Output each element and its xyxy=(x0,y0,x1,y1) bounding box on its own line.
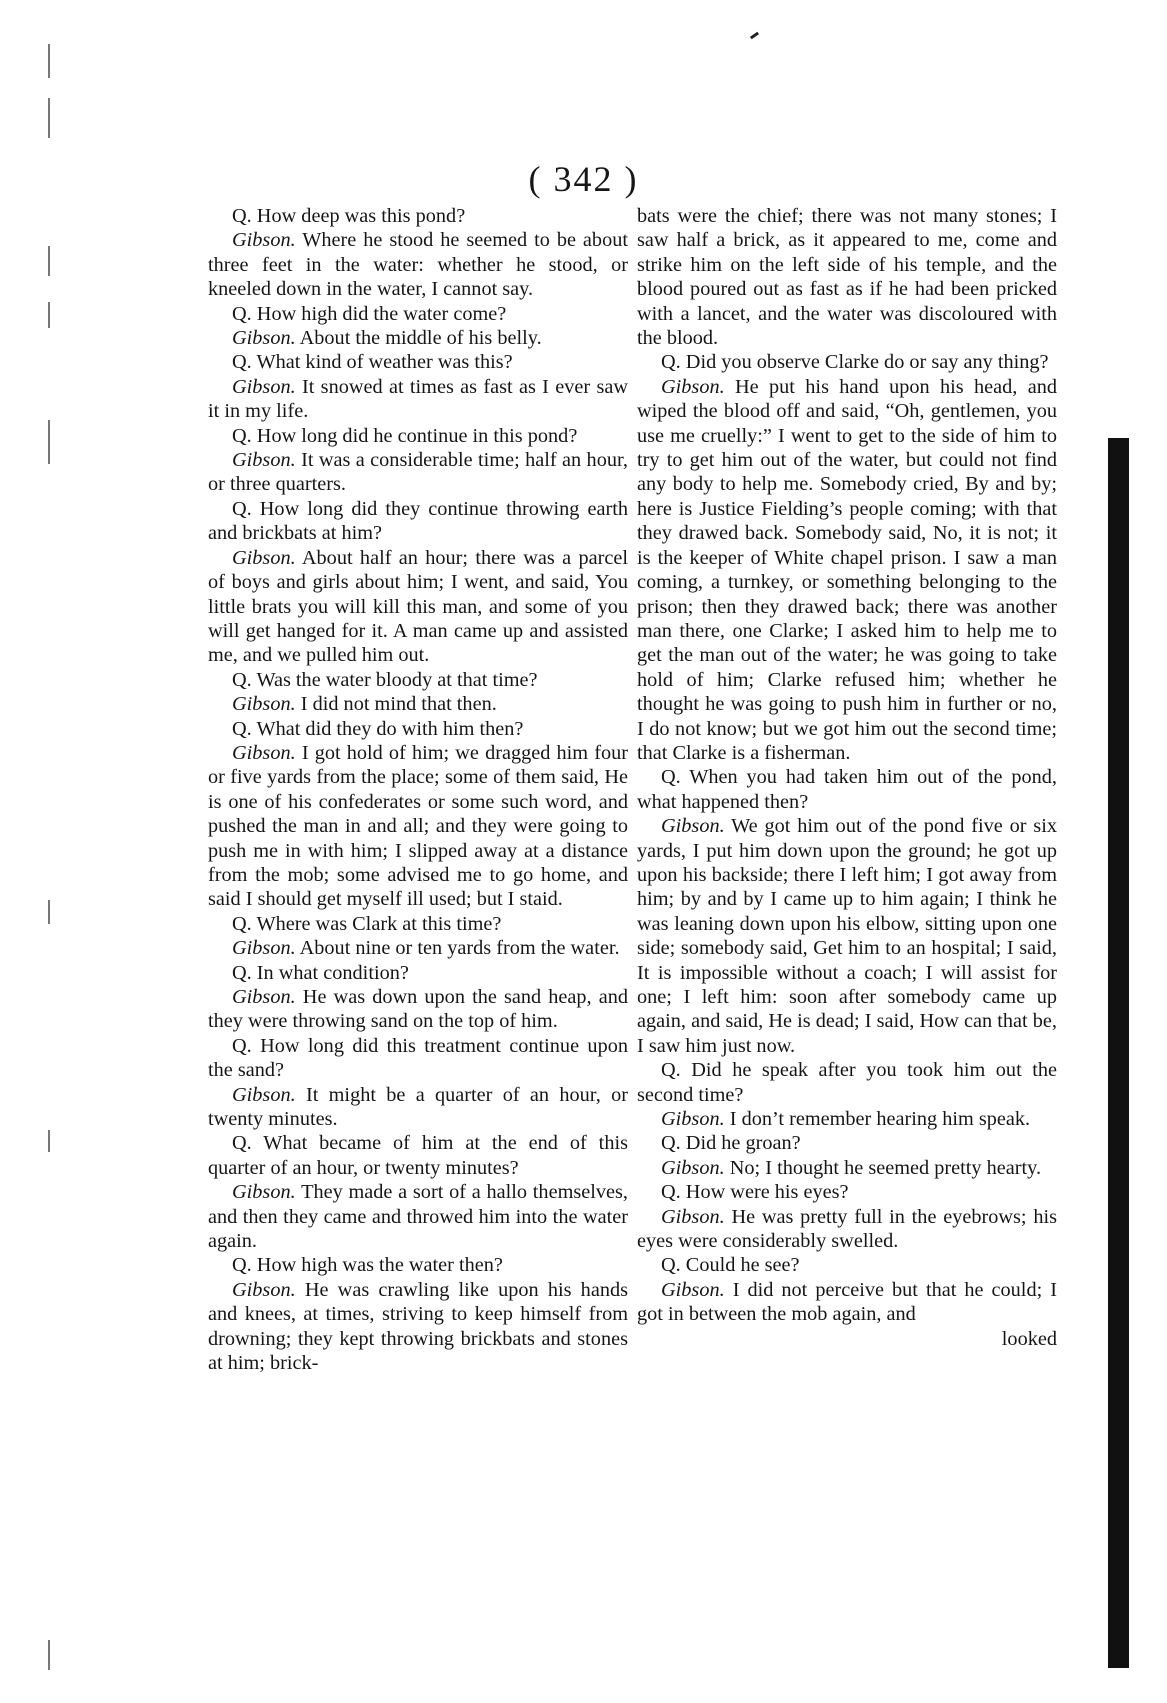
testimony-paragraph xyxy=(208,1253,628,1277)
witness-name: Gibson. xyxy=(232,546,296,569)
testimony-text: About nine or ten yards from the water. xyxy=(299,937,620,960)
testimony-text: How high did the water come? xyxy=(256,302,507,325)
testimony-paragraph xyxy=(637,765,1057,814)
testimony-paragraph xyxy=(208,741,628,912)
testimony-text: How long did they continue throwing earth and brickbats at him? xyxy=(208,497,628,545)
witness-name: Gibson. xyxy=(232,327,296,350)
testimony-paragraph xyxy=(637,375,1057,766)
question-marker: Q. xyxy=(232,961,252,984)
testimony-paragraph xyxy=(208,912,628,936)
testimony-paragraph xyxy=(637,1253,1057,1277)
witness-name: Gibson. xyxy=(232,229,296,252)
testimony-text: When you had taken him out of the pond, what happened then? xyxy=(637,766,1057,813)
testimony-text: He was down upon the sand heap, and they were throwing sand on the top of him. xyxy=(208,986,629,1033)
testimony-paragraph xyxy=(208,1034,628,1083)
witness-name: Gibson. xyxy=(232,449,296,472)
binding-margin-marks xyxy=(38,40,62,1680)
testimony-paragraph xyxy=(208,204,628,228)
testimony-paragraph xyxy=(208,1131,628,1180)
testimony-paragraph xyxy=(637,1107,1057,1131)
testimony-paragraph xyxy=(208,375,628,424)
question-marker: Q. xyxy=(661,351,681,374)
testimony-paragraph xyxy=(637,1205,1057,1254)
testimony-paragraph xyxy=(637,1156,1057,1180)
catchword: looked xyxy=(1001,1327,1057,1350)
testimony-text: I did not perceive but that he could; I got in between the mob again, and xyxy=(637,1278,1057,1326)
right-column xyxy=(637,204,1057,1351)
question-marker: Q. xyxy=(661,1181,681,1204)
question-marker: Q. xyxy=(232,1132,252,1155)
testimony-text: Did he speak after you took him out the second time? xyxy=(637,1059,1057,1106)
testimony-paragraph xyxy=(208,448,628,497)
witness-name: Gibson. xyxy=(232,741,296,764)
question-marker: Q. xyxy=(232,668,252,691)
question-marker: Q. xyxy=(232,1034,252,1057)
page-edge-shadow xyxy=(1108,438,1129,1668)
testimony-paragraph xyxy=(208,717,628,741)
testimony-paragraph xyxy=(208,692,628,716)
testimony-text: Was the water bloody at that time? xyxy=(256,668,538,691)
testimony-paragraph xyxy=(637,1131,1057,1155)
testimony-paragraph xyxy=(208,1278,628,1376)
witness-name: Gibson. xyxy=(232,937,296,960)
question-marker: Q. xyxy=(661,1059,681,1082)
testimony-paragraph xyxy=(208,1083,628,1132)
witness-name: Gibson. xyxy=(232,375,296,398)
witness-name: Gibson. xyxy=(232,1278,296,1301)
page-number: ( 342 ) xyxy=(528,159,639,199)
testimony-paragraph xyxy=(637,814,1057,1058)
testimony-paragraph xyxy=(637,204,1057,350)
witness-name: Gibson. xyxy=(232,986,296,1008)
testimony-paragraph xyxy=(637,1278,1057,1327)
testimony-text: He was pretty full in the eyebrows; his eyes were considerably swelled. xyxy=(637,1205,1057,1253)
testimony-text: I don’t remember hearing him speak. xyxy=(729,1108,1031,1131)
ink-speck xyxy=(750,32,759,40)
question-marker: Q. xyxy=(661,1254,681,1277)
witness-name: Gibson. xyxy=(661,1278,725,1301)
testimony-text: What did they do with him then? xyxy=(256,717,524,740)
question-marker: Q. xyxy=(232,497,252,520)
testimony-text: How long did he continue in this pond? xyxy=(256,424,578,447)
question-marker: Q. xyxy=(232,205,252,227)
testimony-text: Where he stood he seemed to be about three feet in the water: whether he stood, or kneeled down in the water, I cannot say. xyxy=(208,229,628,301)
testimony-text: About the middle of his belly. xyxy=(299,327,542,350)
testimony-text: I got hold of him; we dragged him four or five yards from the place; some of them said, He is one of his confederates or some such word, and pushed the man in and all; and they were going to push me in with him; I slipped away at a distance from the mob; some advised me to go home, and said I should get myself ill used; but I staid. xyxy=(208,741,628,911)
testimony-text: Could he see? xyxy=(685,1254,800,1277)
testimony-paragraph xyxy=(208,668,628,692)
left-column xyxy=(208,204,628,1376)
testimony-text: About half an hour; there was a parcel of boys and girls about him; I went, and said, You little brats you will kill this man, and some of you will get hanged for it. A man came up and assisted me, and we pulled him out. xyxy=(208,546,628,667)
testimony-paragraph xyxy=(208,302,628,326)
witness-name: Gibson. xyxy=(232,1181,296,1204)
testimony-text: In what condition? xyxy=(256,961,409,984)
question-marker: Q. xyxy=(661,1132,681,1155)
question-marker: Q. xyxy=(232,717,252,740)
question-marker: Q. xyxy=(232,302,252,325)
testimony-text: How were his eyes? xyxy=(685,1181,849,1204)
testimony-text: I did not mind that then. xyxy=(300,693,497,716)
testimony-paragraph xyxy=(208,1180,628,1253)
testimony-paragraph xyxy=(637,1180,1057,1204)
testimony-paragraph xyxy=(208,936,628,960)
testimony-text: It snowed at times as fast as I ever saw it in my life. xyxy=(208,375,628,423)
witness-name: Gibson. xyxy=(661,1156,725,1179)
testimony-paragraph xyxy=(208,424,628,448)
question-marker: Q. xyxy=(232,351,252,374)
testimony-paragraph xyxy=(208,546,628,668)
testimony-text: How high was the water then? xyxy=(256,1254,503,1277)
testimony-text: Did you observe Clarke do or say any thing? xyxy=(685,351,1049,374)
testimony-paragraph xyxy=(208,326,628,350)
testimony-text: bats were the chief; there was not many stones; I saw half a brick, as it appeared to me, come and strike him on the left side of his temple, and the blood poured out as fast as if he had been pricked with a lancet, and the water was discoloured with the blood. xyxy=(637,205,1057,350)
testimony-paragraph xyxy=(208,961,628,985)
testimony-text: What kind of weather was this? xyxy=(256,351,513,374)
testimony-text: It might be a quarter of an hour, or twenty minutes. xyxy=(208,1083,628,1131)
testimony-text: It was a considerable time; half an hour, or three quarters. xyxy=(208,449,628,496)
testimony-paragraph xyxy=(208,350,628,374)
testimony-text: He put his hand upon his head, and wiped the blood off and said, “Oh, gentlemen, you use me cruelly:” I went to get to the side of him to try to get him out of the water, but could not find any body to help me. Somebody cried, By and by; here is Justice Fielding’s people coming; with that they drawed back. Somebody said, No, it is not; it is the keeper of White chapel prison. I saw a man coming, a turnkey, or something belonging to the prison; then they drawed back; there was another man there, one Clarke; I asked him to help me to get the man out of the water; he was going to take hold of him; Clarke refused him; whether he thought he was going to push him in further or no, I do not know; but we got him out the second time; that Clarke is a fisherman. xyxy=(637,375,1057,764)
testimony-text: They made a sort of a hallo themselves, and then they came and throwed him into the water again. xyxy=(208,1181,628,1253)
question-marker: Q. xyxy=(232,1254,252,1277)
testimony-text: What became of him at the end of this quarter of an hour, or twenty minutes? xyxy=(208,1132,628,1179)
witness-name: Gibson. xyxy=(661,815,725,838)
testimony-paragraph xyxy=(637,1058,1057,1107)
testimony-text: Where was Clark at this time? xyxy=(256,912,502,935)
witness-name: Gibson. xyxy=(232,1083,296,1106)
testimony-text: We got him out of the pond five or six yards, I put him down upon the ground; he got up upon his backside; there I left him; I got away from him; by and by I came up to him again; I think he was leaning down upon his elbow, sitting upon one side; somebody said, Get him to an hospital; I said, It is impossible without a coach; I will assist for one; I left him: soon after somebody came up again, and said, He is dead; I said, How can that be, I saw him just now. xyxy=(637,815,1057,1057)
testimony-paragraph xyxy=(208,228,628,301)
testimony-text: No; I thought he seemed pretty hearty. xyxy=(729,1156,1042,1179)
witness-name: Gibson. xyxy=(661,1205,725,1228)
witness-name: Gibson. xyxy=(661,1108,725,1131)
question-marker: Q. xyxy=(232,424,252,447)
testimony-text: How long did this treatment continue upon the sand? xyxy=(208,1034,628,1082)
question-marker: Q. xyxy=(661,766,681,789)
testimony-paragraph xyxy=(637,350,1057,374)
testimony-paragraph xyxy=(208,497,628,546)
testimony-text: Did he groan? xyxy=(685,1132,801,1155)
question-marker: Q. xyxy=(232,912,252,935)
witness-name: Gibson. xyxy=(232,693,296,716)
witness-name: Gibson. xyxy=(661,375,725,398)
testimony-text: He was crawling like upon his hands and knees, at times, striving to keep himself from drowning; they kept throwing brickbats and stones at him; brick- xyxy=(208,1278,628,1375)
testimony-paragraph xyxy=(208,985,628,1034)
testimony-text: How deep was this pond? xyxy=(256,205,466,227)
